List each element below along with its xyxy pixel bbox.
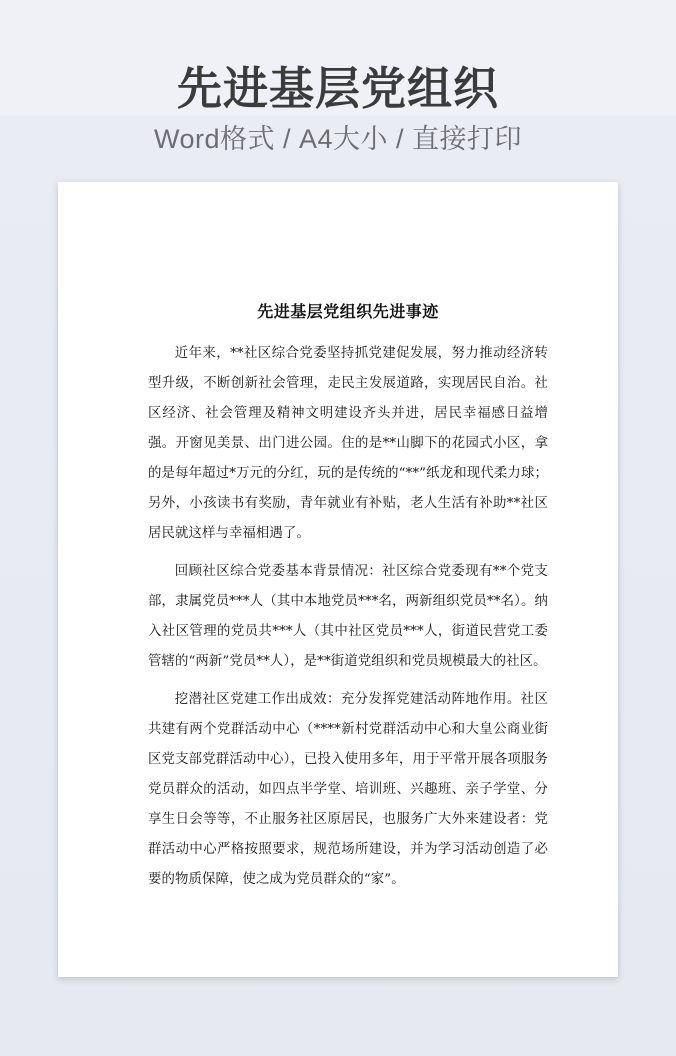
template-title: 先进基层党组织	[176, 63, 499, 114]
document-title: 先进基层党组织先进事迹	[257, 302, 439, 321]
document-paragraph: 回顾社区综合党委基本背景情况：社区综合党委现有**个党支部，隶属党员***人（其中本地党员***名，两新组织党员**名）。纳入社区管理的党员共***人（其中社区党员***人，街道民营党工委管辖的“两新”党员**人），是**街道党组织和党员规模最大的社区。	[148, 564, 548, 669]
document-paragraph: 近年来，**社区综合党委坚持抓党建促发展，努力推动经济转型升级，不断创新社会管理，走民主发展道路，实现居民自治。社区经济、社会管理及精神文明建设齐头并进，居民幸福感日益增强。开窗见美景、出门进公园。住的是**山脚下的花园式小区，拿的是每年超过*万元的分红，玩的是传统的“**”纸龙和现代柔力球；另外，小孩读书有奖励，青年就业有补贴，老人生活有补助**社区居民就这样与幸福相遇了。	[148, 346, 548, 541]
template-subtitle: Word格式 / A4大小 / 直接打印	[153, 124, 523, 154]
document-page	[58, 182, 618, 977]
template-header	[0, 0, 676, 155]
document-body	[148, 339, 548, 895]
document-paragraph: 挖潜社区党建工作出成效：充分发挥党建活动阵地作用。社区共建有两个党群活动中心（****新村党群活动中心和大皇公商业街区党支部党群活动中心），已投入使用多年，用于平常开展各项服务党员群众的活动，如四点半学堂、培训班、兴趣班、亲子学堂、分享生日会等等，不止服务社区原居民，也服务广大外来建设者：党群活动中心严格按照要求，规范场所建设，并为学习活动创造了必要的物质保障，使之成为党员群众的“家”。	[148, 692, 548, 887]
